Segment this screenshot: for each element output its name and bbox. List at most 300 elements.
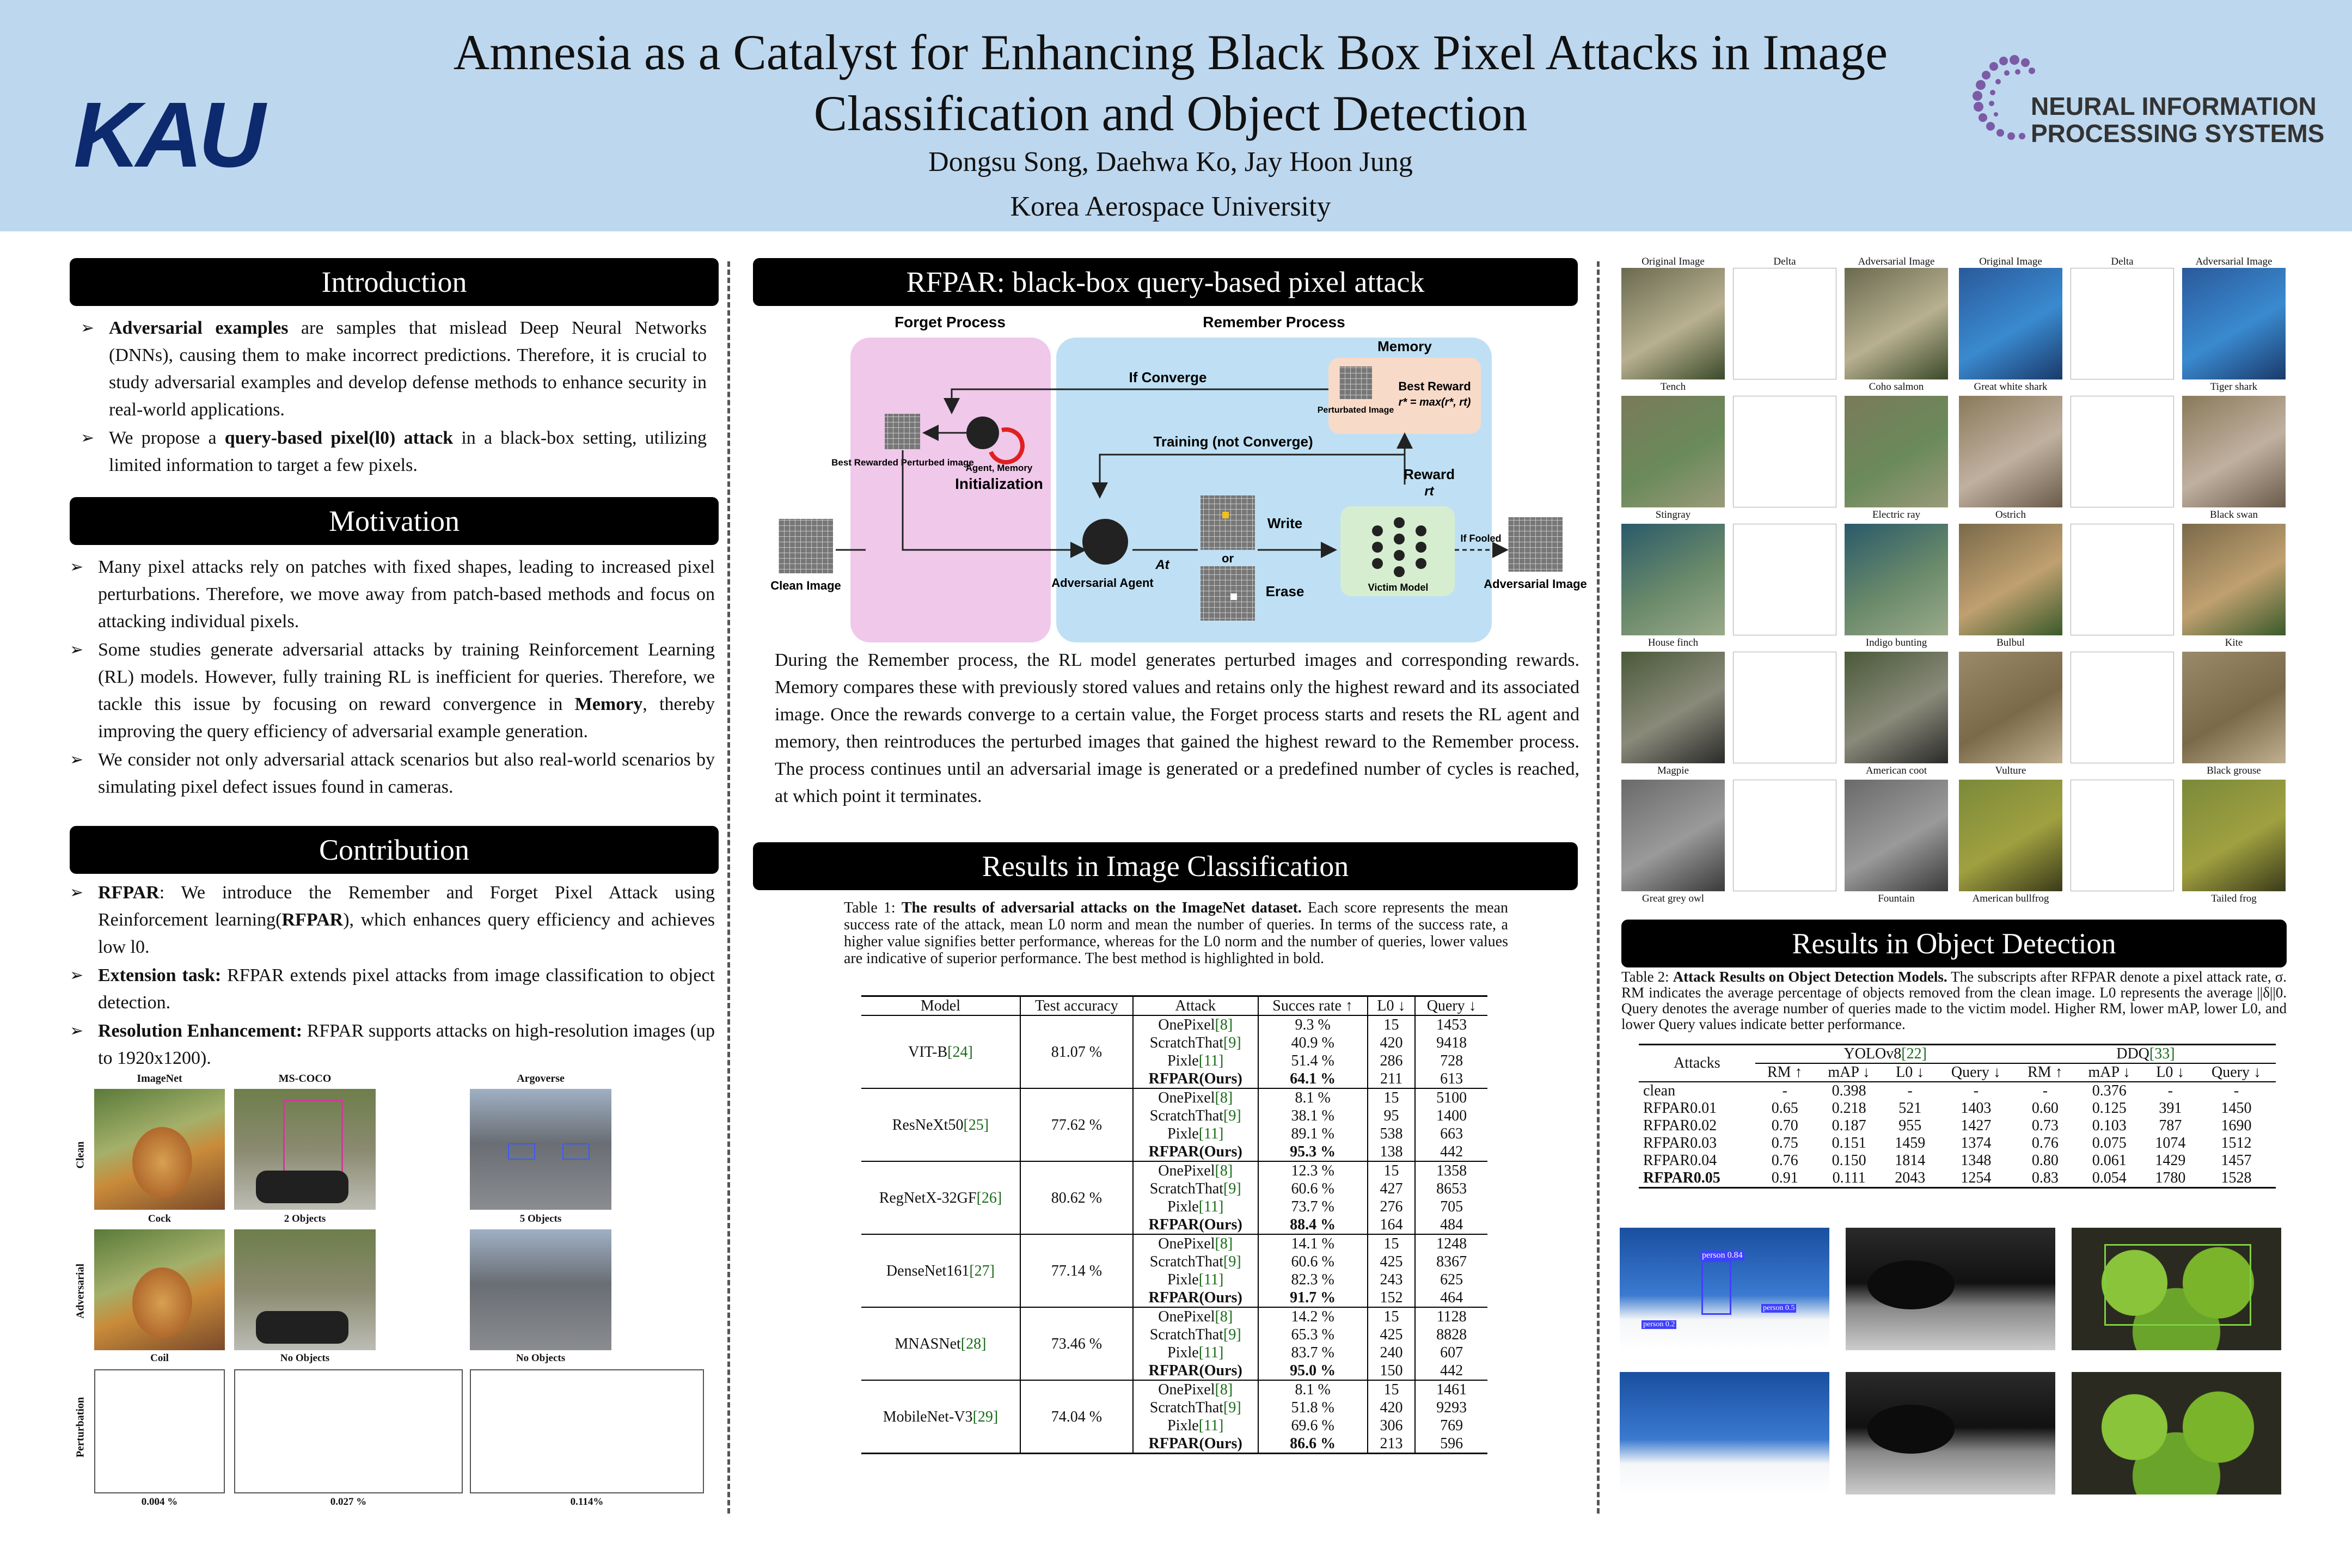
- table-row: [861, 1380, 1487, 1399]
- original-label: Great white shark: [1974, 381, 2048, 393]
- delta-image: [1733, 524, 1836, 635]
- original-label: House finch: [1647, 637, 1699, 648]
- table-row: [1639, 1100, 2276, 1117]
- model-cell: MobileNet-V3[29]: [861, 1380, 1020, 1454]
- col-label: ImageNet: [137, 1073, 182, 1085]
- perturbation-caption: 0.027 %: [330, 1496, 367, 1508]
- action-symbol: At: [1155, 558, 1169, 572]
- value-cell: 0.187: [1832, 1117, 1866, 1134]
- method-heading: RFPAR: black-box query-based pixel attack: [753, 258, 1578, 306]
- query-cell: 607: [1440, 1344, 1463, 1361]
- row-label: Clean: [74, 1141, 87, 1169]
- l0-cell: 306: [1368, 1417, 1416, 1435]
- success-cell: 73.7 %: [1258, 1198, 1368, 1216]
- attack-cell: Pixle[11]: [1133, 1052, 1258, 1070]
- value-cell: 0.111: [1832, 1169, 1866, 1186]
- value-cell: 0.91: [1771, 1169, 1798, 1186]
- success-cell: 82.3 %: [1258, 1271, 1368, 1289]
- success-cell: 12.3 %: [1258, 1161, 1368, 1180]
- write-image-icon: [1200, 495, 1255, 550]
- sub-header: RM ↑: [2028, 1064, 2063, 1081]
- agent-reset-icon: [966, 416, 999, 449]
- l0-cell: 15: [1368, 1380, 1416, 1399]
- success-cell: 86.6 %: [1258, 1435, 1368, 1454]
- col-header: Succes rate ↑: [1258, 996, 1368, 1016]
- introduction-text: [81, 315, 707, 480]
- l0-cell: 138: [1368, 1143, 1416, 1161]
- l0-cell: 538: [1368, 1125, 1416, 1143]
- best-rewarded-label: Best Rewarded Perturbed image: [831, 457, 974, 468]
- gallery-header: Original Image: [1979, 256, 2042, 267]
- table-row: [861, 1088, 1487, 1107]
- attack-cell: ScratchThat[9]: [1133, 1326, 1258, 1344]
- reward-label: Reward: [1404, 466, 1455, 482]
- write-label: Write: [1267, 515, 1303, 531]
- success-cell: 14.2 %: [1258, 1307, 1368, 1326]
- value-cell: -: [2233, 1082, 2239, 1099]
- table-row: [1639, 1152, 2276, 1169]
- value-cell: 0.061: [2092, 1152, 2127, 1169]
- query-cell: 8828: [1436, 1326, 1467, 1343]
- motivation-bullet: ➢ Some studies generate adversarial attacks by training Reinforcement Learning (RL) models. However, fully training RL is inefficient for queries. Therefore, we tackle this issue by focusing on reward convergence in Memory, thereby improving the query efficiency of adversarial example generation.: [70, 636, 715, 745]
- clean-image-icon: [779, 519, 833, 573]
- attack-cell: OnePixel[8]: [1133, 1380, 1258, 1399]
- motivation-bullet: ➢ We consider not only adversarial attack scenarios but also real-world scenarios by simulating pixel defect issues found in cameras.: [70, 746, 715, 801]
- sub-header: Query ↓: [1951, 1064, 2001, 1081]
- delta-image: [2071, 524, 2174, 635]
- value-cell: -: [1907, 1082, 1913, 1099]
- value-cell: 0.103: [2092, 1117, 2127, 1134]
- or-label: or: [1222, 552, 1234, 565]
- neurips-logo-icon: [1965, 49, 2042, 147]
- clean-caption: 5 Objects: [519, 1213, 562, 1224]
- affiliation: Korea Aerospace University: [1010, 191, 1331, 222]
- adversarial-label: Tiger shark: [2210, 381, 2258, 393]
- query-cell: 625: [1440, 1271, 1463, 1288]
- agent-memory-label: Agent, Memory: [965, 463, 1033, 473]
- motivation-bullet: ➢ Many pixel attacks rely on patches with fixed shapes, leading to increased pixel perturbations. Therefore, we move away from patch-based methods and focus on attacking individual pixels.: [70, 554, 715, 635]
- original-image: [1959, 524, 2062, 635]
- row-label: Perturbation: [74, 1396, 87, 1458]
- value-cell: 1348: [1961, 1152, 1992, 1169]
- contribution-bullet: ➢ Extension task: RFPAR extends pixel attacks from image classification to object detection.: [70, 962, 715, 1016]
- attack-cell: RFPAR(Ours): [1133, 1070, 1258, 1088]
- value-cell: 787: [2159, 1117, 2182, 1134]
- adversarial-image: [1845, 652, 1948, 763]
- accuracy-cell: 73.46 %: [1020, 1307, 1133, 1380]
- success-cell: 83.7 %: [1258, 1344, 1368, 1362]
- attacks-header: Attacks: [1674, 1055, 1720, 1071]
- value-cell: 1512: [2221, 1135, 2252, 1152]
- attack-cell: RFPAR(Ours): [1133, 1143, 1258, 1161]
- attack-cell: Pixle[11]: [1133, 1344, 1258, 1362]
- query-cell: 442: [1440, 1143, 1463, 1160]
- l0-cell: 420: [1368, 1034, 1416, 1052]
- adv-caption: No Objects: [280, 1352, 330, 1364]
- victim-model-label: Victim Model: [1368, 582, 1429, 593]
- detection-figure: [1620, 1225, 2287, 1497]
- success-cell: 14.1 %: [1258, 1234, 1368, 1253]
- value-cell: -: [2042, 1082, 2048, 1099]
- col-header: Model: [861, 996, 1020, 1016]
- success-cell: 8.1 %: [1258, 1088, 1368, 1107]
- poster-header: [0, 0, 2352, 231]
- attack-cell: RFPAR(Ours): [1133, 1435, 1258, 1454]
- attack-name-cell: RFPAR0.03: [1643, 1135, 1717, 1152]
- success-cell: 89.1 %: [1258, 1125, 1368, 1143]
- l0-cell: 15: [1368, 1161, 1416, 1180]
- success-cell: 60.6 %: [1258, 1253, 1368, 1271]
- attack-cell: OnePixel[8]: [1133, 1015, 1258, 1034]
- query-cell: 705: [1440, 1198, 1463, 1215]
- value-cell: 1403: [1961, 1100, 1992, 1117]
- col-header: Attack: [1133, 996, 1258, 1016]
- value-cell: -: [2167, 1082, 2173, 1099]
- query-cell: 1248: [1436, 1235, 1467, 1252]
- value-cell: 0.218: [1832, 1100, 1866, 1117]
- perturbation-imagenet: [94, 1369, 225, 1493]
- l0-cell: 420: [1368, 1399, 1416, 1417]
- sub-header: mAP ↓: [2088, 1064, 2131, 1081]
- l0-cell: 95: [1368, 1107, 1416, 1125]
- value-cell: 0.054: [2092, 1169, 2127, 1186]
- query-cell: 8653: [1436, 1180, 1467, 1197]
- success-cell: 40.9 %: [1258, 1034, 1368, 1052]
- table-row: [861, 1307, 1487, 1326]
- success-cell: 95.3 %: [1258, 1143, 1368, 1161]
- value-cell: 0.73: [2031, 1117, 2059, 1134]
- table-row: [1639, 1082, 2276, 1100]
- perturbation-caption: 0.114%: [570, 1496, 604, 1508]
- sub-header: L0 ↓: [2156, 1064, 2185, 1081]
- attack-name-cell: RFPAR0.02: [1643, 1117, 1717, 1134]
- memory-label: Memory: [1377, 338, 1432, 354]
- attack-name-cell: RFPAR0.05: [1643, 1169, 1720, 1186]
- value-cell: 1780: [2155, 1169, 2186, 1186]
- value-cell: 0.83: [2031, 1169, 2059, 1186]
- value-cell: 521: [1898, 1100, 1922, 1117]
- det-clean-cat-image: [1846, 1228, 2055, 1350]
- clean-caption: Cock: [148, 1213, 171, 1224]
- training-label: Training (not Converge): [1153, 433, 1313, 450]
- forget-process-label: Forget Process: [895, 314, 1006, 330]
- contribution-bullet: ➢ RFPAR: We introduce the Remember and Forget Pixel Attack using Reinforcement learning(RFPAR), which enhances query efficiency and achieves low l0.: [70, 879, 715, 961]
- adversarial-image: [2182, 396, 2286, 507]
- success-cell: 91.7 %: [1258, 1289, 1368, 1307]
- value-cell: 0.80: [2031, 1152, 2059, 1169]
- adversarial-image: [1845, 268, 1948, 379]
- detection-table: [1639, 1044, 2276, 1189]
- attack-cell: ScratchThat[9]: [1133, 1253, 1258, 1271]
- value-cell: 0.075: [2092, 1135, 2127, 1152]
- success-cell: 95.0 %: [1258, 1362, 1368, 1380]
- adversarial-image-label: Adversarial Image: [1484, 577, 1587, 591]
- if-fooled-label: If Fooled: [1460, 533, 1502, 544]
- l0-cell: 150: [1368, 1362, 1416, 1380]
- model-cell: RegNetX-32GF[26]: [861, 1161, 1020, 1234]
- attack-cell: OnePixel[8]: [1133, 1234, 1258, 1253]
- attack-cell: Pixle[11]: [1133, 1125, 1258, 1143]
- adversarial-image-icon: [1508, 517, 1563, 572]
- detection-heading: Results in Object Detection: [1621, 920, 2287, 967]
- success-cell: 88.4 %: [1258, 1216, 1368, 1234]
- model-cell: VIT-B[24]: [861, 1015, 1020, 1088]
- accuracy-cell: 77.14 %: [1020, 1234, 1133, 1307]
- query-cell: 596: [1440, 1435, 1463, 1452]
- table1-caption: Table 1: The results of adversarial attacks on the ImageNet dataset. Each score represents the mean success rate of the attack, mean L0 norm and mean the number of queries. In terms of the success rate, a higher value signifies better performance, whereas for the L0 norm and the number of queries, lower values are indicative of superior performance. The best method is highlighted in bold.: [844, 899, 1508, 967]
- kau-logo: KAU: [74, 83, 261, 187]
- row-label: Adversarial: [74, 1263, 87, 1319]
- gallery-header: Original Image: [1641, 256, 1705, 267]
- value-cell: 0.65: [1771, 1100, 1798, 1117]
- query-cell: 9418: [1436, 1034, 1467, 1051]
- best-rewarded-image: [885, 414, 920, 449]
- original-label: Ostrich: [1995, 509, 2026, 520]
- gallery-header: Delta: [2111, 256, 2134, 267]
- value-cell: -: [1973, 1082, 1979, 1099]
- sub-header: RM ↑: [1767, 1064, 1803, 1081]
- model-cell: DenseNet161[27]: [861, 1234, 1020, 1307]
- adversarial-image: [1845, 780, 1948, 891]
- column-divider: [727, 261, 730, 1514]
- delta-image: [1733, 396, 1836, 507]
- col-header: L0 ↓: [1368, 996, 1416, 1016]
- det-adv-apple-image: [2072, 1372, 2281, 1494]
- query-cell: 9293: [1436, 1399, 1467, 1416]
- accuracy-cell: 80.62 %: [1020, 1161, 1133, 1234]
- accuracy-cell: 81.07 %: [1020, 1015, 1133, 1088]
- adv-imagenet-image: [94, 1229, 225, 1350]
- attack-cell: ScratchThat[9]: [1133, 1107, 1258, 1125]
- best-reward-formula: r* = max(r*, rt): [1398, 396, 1471, 408]
- l0-cell: 15: [1368, 1088, 1416, 1107]
- table-row: [861, 1161, 1487, 1180]
- original-label: American bullfrog: [1972, 893, 2049, 904]
- l0-cell: 276: [1368, 1198, 1416, 1216]
- value-cell: 1528: [2221, 1169, 2252, 1186]
- attack-name-cell: RFPAR0.04: [1643, 1152, 1717, 1169]
- value-cell: 1254: [1961, 1169, 1992, 1186]
- adversarial-label: Fountain: [1878, 893, 1915, 904]
- adversarial-image: [2182, 780, 2286, 891]
- value-cell: 1429: [2155, 1152, 2186, 1169]
- l0-cell: 286: [1368, 1052, 1416, 1070]
- success-cell: 60.6 %: [1258, 1180, 1368, 1198]
- value-cell: 0.76: [2031, 1135, 2059, 1152]
- attack-cell: Pixle[11]: [1133, 1417, 1258, 1435]
- query-cell: 1128: [1436, 1308, 1467, 1325]
- delta-image: [1733, 652, 1836, 763]
- memory-perturbated-image: [1339, 366, 1372, 399]
- adversarial-label: Tailed frog: [2211, 893, 2257, 904]
- query-cell: 464: [1440, 1289, 1463, 1306]
- attack-cell: ScratchThat[9]: [1133, 1034, 1258, 1052]
- l0-cell: 152: [1368, 1289, 1416, 1307]
- sub-header: L0 ↓: [1896, 1064, 1925, 1081]
- value-cell: 1074: [2155, 1135, 2186, 1152]
- value-cell: 1450: [2221, 1100, 2252, 1117]
- authors: Dongsu Song, Daehwa Ko, Jay Hoon Jung: [928, 146, 1413, 177]
- l0-cell: 243: [1368, 1271, 1416, 1289]
- attack-cell: Pixle[11]: [1133, 1198, 1258, 1216]
- adv-caption: Coil: [150, 1352, 169, 1364]
- poster-title: Amnesia as a Catalyst for Enhancing Black Box Pixel Attacks in Image Classification and Object Detection: [453, 24, 1888, 141]
- original-image: [1959, 268, 2062, 379]
- classification-table: [861, 995, 1487, 1454]
- adversarial-label: American coot: [1865, 765, 1927, 776]
- l0-cell: 425: [1368, 1253, 1416, 1271]
- success-cell: 65.3 %: [1258, 1326, 1368, 1344]
- value-cell: 1374: [1961, 1135, 1992, 1152]
- l0-cell: 15: [1368, 1307, 1416, 1326]
- delta-image: [1733, 268, 1836, 379]
- motivation-text: [70, 554, 715, 802]
- original-image: [1959, 652, 2062, 763]
- column-divider: [1597, 261, 1600, 1514]
- gallery-header: Adversarial Image: [2195, 256, 2273, 267]
- det-clean-apple-image: [2072, 1228, 2281, 1350]
- original-image: [1959, 780, 2062, 891]
- table-row: [1639, 1169, 2276, 1188]
- original-image: [1621, 652, 1725, 763]
- clean-coco-image: [234, 1089, 376, 1210]
- query-cell: 613: [1440, 1070, 1463, 1087]
- erase-image-icon: [1200, 566, 1255, 621]
- value-cell: 391: [2159, 1100, 2182, 1117]
- value-cell: 1690: [2221, 1117, 2252, 1134]
- value-cell: -: [1782, 1082, 1787, 1099]
- clean-caption: 2 Objects: [284, 1213, 326, 1224]
- success-cell: 8.1 %: [1258, 1380, 1368, 1399]
- adversarial-image: [2182, 524, 2286, 635]
- l0-cell: 15: [1368, 1234, 1416, 1253]
- clean-imagenet-image: [94, 1089, 225, 1210]
- model-header: DDQ[33]: [2016, 1045, 2276, 1064]
- model-cell: ResNeXt50[25]: [861, 1088, 1020, 1161]
- value-cell: 0.151: [1832, 1135, 1866, 1152]
- adversarial-agent-label: Adversarial Agent: [1051, 576, 1154, 590]
- det-adv-cat-image: [1846, 1372, 2055, 1494]
- original-image: [1621, 780, 1725, 891]
- value-cell: 0.75: [1771, 1135, 1798, 1152]
- adv-caption: No Objects: [516, 1352, 566, 1364]
- table2-caption: Table 2: Attack Results on Object Detection Models. The subscripts after RFPAR denote a pixel attack rate, σ. RM indicates the average percentage of objects removed from the clean image. L0 represents the average ||δ||0. Query denotes the average number of queries made to the victim model. Higher RM, lower mAP, lower L0, and lower Query values indicate better performance.: [1621, 969, 2287, 1032]
- gallery-header: Delta: [1773, 256, 1796, 267]
- query-cell: 769: [1440, 1417, 1463, 1434]
- l0-cell: 164: [1368, 1216, 1416, 1234]
- original-image: [1621, 396, 1725, 507]
- delta-image: [2071, 780, 2174, 891]
- value-cell: 0.376: [2092, 1082, 2127, 1099]
- value-cell: 0.76: [1771, 1152, 1798, 1169]
- initialization-label: Initialization: [955, 475, 1043, 492]
- attack-cell: RFPAR(Ours): [1133, 1289, 1258, 1307]
- original-label: Great grey owl: [1642, 893, 1704, 904]
- contribution-heading: Contribution: [70, 826, 719, 874]
- contribution-figure: [70, 1073, 723, 1519]
- original-label: Magpie: [1657, 765, 1689, 776]
- attack-gallery: [1621, 256, 2287, 906]
- accuracy-cell: 77.62 %: [1020, 1088, 1133, 1161]
- adversarial-label: Kite: [2225, 637, 2243, 648]
- value-cell: 0.60: [2031, 1100, 2059, 1117]
- l0-cell: 15: [1368, 1015, 1416, 1034]
- original-label: Bulbul: [1996, 637, 2025, 648]
- attack-cell: ScratchThat[9]: [1133, 1180, 1258, 1198]
- clean-argoverse-image: [470, 1089, 611, 1210]
- success-cell: 38.1 %: [1258, 1107, 1368, 1125]
- l0-cell: 211: [1368, 1070, 1416, 1088]
- query-cell: 1461: [1436, 1381, 1467, 1398]
- introduction-heading: Introduction: [70, 258, 719, 306]
- query-cell: 1358: [1436, 1162, 1467, 1179]
- adversarial-image: [2182, 652, 2286, 763]
- if-converge-label: If Converge: [1129, 369, 1207, 385]
- query-cell: 8367: [1436, 1253, 1467, 1270]
- adv-argoverse-image: [470, 1229, 611, 1350]
- attack-cell: ScratchThat[9]: [1133, 1399, 1258, 1417]
- query-cell: 663: [1440, 1125, 1463, 1142]
- l0-cell: 213: [1368, 1435, 1416, 1454]
- sub-header: mAP ↓: [1828, 1064, 1870, 1081]
- value-cell: 1457: [2221, 1152, 2252, 1169]
- sub-header: Query ↓: [2212, 1064, 2262, 1081]
- original-label: Tench: [1660, 381, 1686, 393]
- model-cell: MNASNet[28]: [861, 1307, 1020, 1380]
- accuracy-cell: 74.04 %: [1020, 1380, 1133, 1454]
- value-cell: 1427: [1961, 1117, 1992, 1134]
- value-cell: 0.150: [1832, 1152, 1866, 1169]
- success-cell: 64.1 %: [1258, 1070, 1368, 1088]
- col-label: MS-COCO: [278, 1073, 332, 1085]
- delta-image: [2071, 652, 2174, 763]
- delta-image: [1733, 780, 1836, 891]
- original-image: [1621, 268, 1725, 379]
- perturbated-label: Perturbated Image: [1317, 406, 1394, 415]
- adversarial-agent-icon: [1082, 519, 1128, 565]
- attack-name-cell: RFPAR0.01: [1643, 1100, 1717, 1117]
- success-cell: 51.4 %: [1258, 1052, 1368, 1070]
- adversarial-image: [1845, 524, 1948, 635]
- l0-cell: 240: [1368, 1344, 1416, 1362]
- intro-bullet: ➢ Adversarial examples are samples that mislead Deep Neural Networks (DNNs), causing them to make incorrect predictions. Therefore, it is crucial to study adversarial examples and develop defense methods to enhance security in real-world applications.: [81, 315, 707, 424]
- contribution-text: [70, 879, 715, 1073]
- adversarial-label: Electric ray: [1872, 509, 1921, 520]
- adversarial-image: [1845, 396, 1948, 507]
- query-cell: 5100: [1436, 1089, 1467, 1106]
- success-cell: 69.6 %: [1258, 1417, 1368, 1435]
- value-cell: 0.125: [2092, 1100, 2127, 1117]
- query-cell: 728: [1440, 1052, 1463, 1069]
- attack-cell: OnePixel[8]: [1133, 1161, 1258, 1180]
- query-cell: 442: [1440, 1362, 1463, 1379]
- model-header: YOLOv8[22]: [1755, 1045, 2016, 1064]
- adversarial-label: Black grouse: [2207, 765, 2261, 776]
- neurips-logo-text: NEURAL INFORMATION PROCESSING SYSTEMS: [2031, 92, 2325, 148]
- col-header: Test accuracy: [1020, 996, 1133, 1016]
- classification-heading: Results in Image Classification: [753, 842, 1578, 890]
- det-clean-ski-image: person 0.84 person 0.5 person 0.2: [1620, 1228, 1829, 1350]
- success-cell: 9.3 %: [1258, 1015, 1368, 1034]
- remember-process-label: Remember Process: [1203, 314, 1345, 330]
- success-cell: 51.8 %: [1258, 1399, 1368, 1417]
- table-row: [861, 1015, 1487, 1034]
- attack-cell: RFPAR(Ours): [1133, 1216, 1258, 1234]
- value-cell: 0.70: [1771, 1117, 1798, 1134]
- original-label: Stingray: [1655, 509, 1691, 520]
- value-cell: 0.398: [1832, 1082, 1866, 1099]
- method-diagram: [762, 308, 1587, 645]
